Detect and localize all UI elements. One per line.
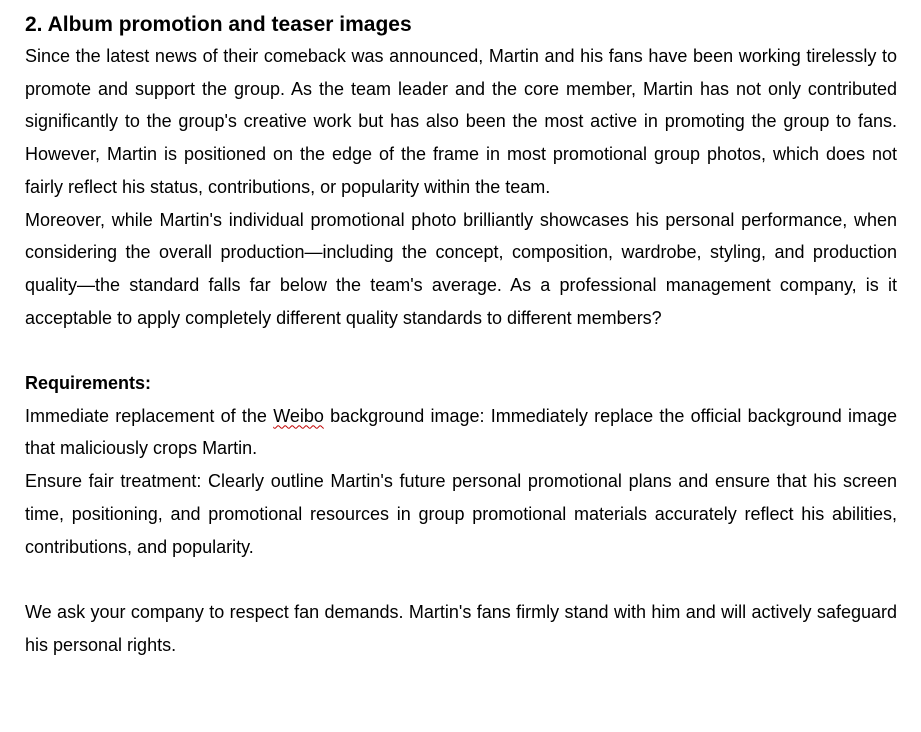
requirement-text: Immediate replacement of the [25, 405, 274, 426]
section-heading: 2. Album promotion and teaser images [25, 13, 412, 36]
requirement-text: background image: Immediately replace the official background image that maliciously crops Martin. [25, 405, 897, 459]
blank-line [25, 334, 897, 367]
requirement-item-fair-treatment: Ensure fair treatment: Clearly outline Martin's future personal promotional plans and ensure that his screen time, positioning, and promotional resources in group promotional materials accurately reflect his abilities, contributions, and popularity. [25, 471, 897, 557]
paragraph-quality: Moreover, while Martin's individual promotional photo brilliantly showcases his personal performance, when considering the overall production—including the concept, composition, wardrobe, styling, and production quality—the standard falls far below the team's average. As a professional management company, is it acceptable to apply completely different quality standards to different members? [25, 209, 897, 328]
requirement-item-replacement [25, 400, 897, 465]
document-body [25, 10, 897, 661]
paragraph-comeback: Since the latest news of their comeback was announced, Martin and his fans have been working tirelessly to promote and support the group. As the team leader and the core member, Martin has not only contributed significantly to the group's creative work but has also been the most active in promoting the group to fans. However, Martin is positioned on the edge of the frame in most promotional group photos, which does not fairly reflect his status, contributions, or popularity within the team. [25, 46, 897, 197]
closing-paragraph: We ask your company to respect fan demands. Martin's fans firmly stand with him and will actively safeguard his personal rights. [25, 601, 897, 655]
requirements-title: Requirements: [25, 373, 152, 394]
spellcheck-flagged-word[interactable]: Weibo [273, 405, 324, 426]
blank-line [25, 563, 897, 596]
